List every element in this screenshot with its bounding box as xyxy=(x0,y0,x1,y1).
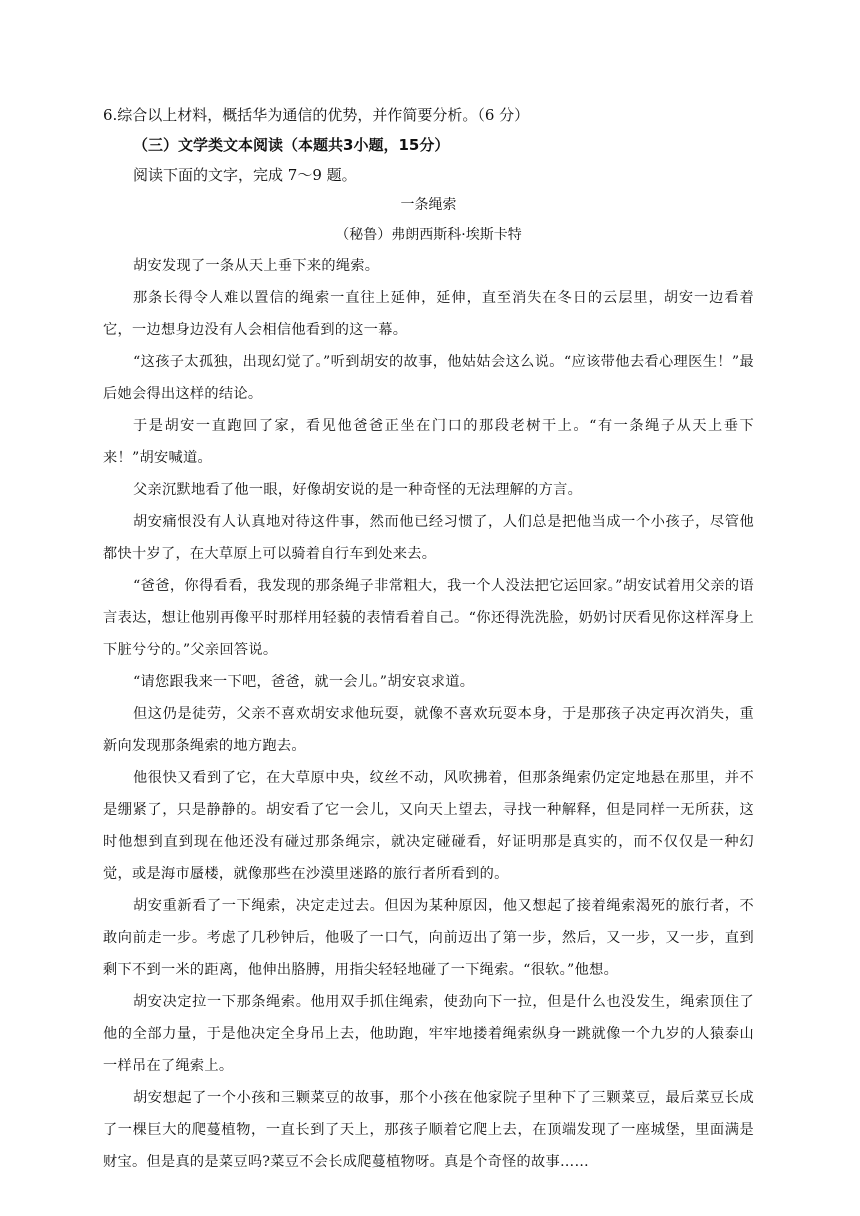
question-6: 6.综合以上材料，概括华为通信的优势，并作简要分析。（6 分） xyxy=(103,106,530,124)
story-paragraph: “请您跟我来一下吧，爸爸，就一会儿。”胡安哀求道。 xyxy=(133,674,475,690)
reading-instruction: 阅读下面的文字，完成 7～9 题。 xyxy=(133,166,357,184)
story-paragraph: “爸爸，你得看看，我发现的那条绳子非常粗大，我一个人没法把它运回家。”胡安试着用父亲的语言表达，想让他别再像平时那样用轻藐的表情看着自己。“你还得洗洗脸，奶奶讨厌看见你这样浑身上下脏兮兮的。”父亲回答说。 xyxy=(103,578,754,658)
story-paragraph: 他很快又看到了它，在大草原中央，纹丝不动，风吹拂着，但那条绳索仍定定地悬在那里，并不是绷紧了，只是静静的。胡安看了它一会儿，又向天上望去，寻找一种解释，但是同样一无所获，这时他想到直到现在他还没有碰过那条绳宗，就决定碰碰看，好证明那是真实的，而不仅仅是一种幻觉，或是海市蜃楼，就像那些在沙漠里迷路的旅行者所看到的。 xyxy=(103,770,754,882)
story-paragraph: 胡安痛恨没有人认真地对待这件事，然而他已经习惯了，人们总是把他当成一个小孩子，尽管他都快十岁了，在大草原上可以骑着自行车到处来去。 xyxy=(103,514,754,562)
story-author: （秘鲁）弗朗西斯科·埃斯卡特 xyxy=(335,227,522,243)
story-paragraph: 但这仍是徒劳，父亲不喜欢胡安求他玩耍，就像不喜欢玩耍本身，于是那孩子决定再次消失，重新向发现那条绳索的地方跑去。 xyxy=(103,706,754,754)
story-paragraph: 于是胡安一直跑回了家，看见他爸爸正坐在门口的那段老树干上。“有一条绳子从天上垂下来！”胡安喊道。 xyxy=(103,418,754,466)
story-paragraph: 胡安重新看了一下绳索，决定走过去。但因为某种原因，他又想起了接着绳索渴死的旅行者，不敢向前走一步。考虑了几秒钟后，他吸了一口气，向前迈出了第一步，然后，又一步，又一步，直到剩下不到一米的距离，他伸出胳膊，用指尖轻轻地碰了一下绳索。“很软。”他想。 xyxy=(103,898,754,978)
story-paragraph: 父亲沉默地看了他一眼，好像胡安说的是一种奇怪的无法理解的方言。 xyxy=(133,482,583,498)
story-paragraph: 胡安决定拉一下那条绳索。他用双手抓住绳索，使劲向下一拉，但是什么也没发生，绳索顶住了他的全部力量，于是他决定全身吊上去，他助跑，牢牢地搂着绳索纵身一跳就像一个九岁的人猿泰山一样吊在了绳索上。 xyxy=(103,994,754,1074)
story-title: 一条绳索 xyxy=(400,197,457,213)
story-paragraph: “这孩子太孤独，出现幻觉了。”听到胡安的故事，他姑姑会这么说。“应该带他去看心理医生！”最后她会得出这样的结论。 xyxy=(103,354,754,402)
section-title: （三）文学类文本阅读（本题共3小题，15分） xyxy=(133,136,450,154)
story-paragraph: 胡安想起了一个小孩和三颗菜豆的故事，那个小孩在他家院子里种下了三颗菜豆，最后菜豆长成了一棵巨大的爬蔓植物，一直长到了天上，那孩子顺着它爬上去，在顶端发现了一座城堡，里面满是财宝。但是真的是菜豆吗?菜豆不会长成爬蔓植物呀。真是个奇怪的故事…… xyxy=(103,1090,754,1170)
story-paragraph: 那条长得令人难以置信的绳索一直往上延伸，延伸，直至消失在冬日的云层里，胡安一边看着它，一边想身边没有人会相信他看到的这一幕。 xyxy=(103,290,754,338)
story-paragraph: 胡安发现了一条从天上垂下来的绳索。 xyxy=(133,258,380,274)
